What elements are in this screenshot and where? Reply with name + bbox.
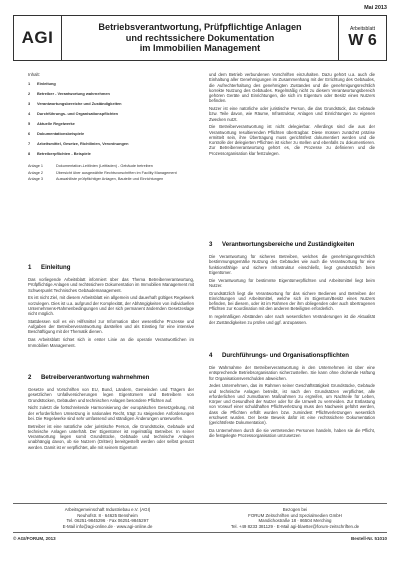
footer-divider	[13, 503, 387, 504]
title-line: und rechtssichere Dokumentation	[125, 32, 275, 43]
paragraph: Nutzer ist eine natürliche oder juristische Person, die das Grundstück, das Gebäude bzw. Teile davon, wie Räume, Infrastruktur, Anlagen und Einrichtungen zu eigenen Zwecken nutzt.	[209, 106, 375, 122]
toc-item[interactable]: 1 Einleitung	[28, 81, 56, 87]
paragraph: Das Arbeitsblatt richtet sich in erster Linie an die operativ Verantwortlichen im Immobilien Management.	[28, 337, 194, 348]
table-of-contents	[28, 72, 188, 184]
toc-item[interactable]: 6 Dokumentationsbeispiele	[28, 130, 85, 136]
section-heading: 1 Einleitung	[28, 264, 71, 271]
paragraph: Die Betreiberverantwortung ist nicht delegierbar. Allerdings sind die aus der Verantwortung resultierenden Pflichten übertragbar. Diese müssen zunächst präzise ermittelt sein, ihre Übertragung muss gerichtsfest dokumentiert werden und die Kontrolle der delegierten Pflichten ist sicher zu stellen und ebenfalls zu dokumentieren. Zur Betreiberverantwortung gehört es, die Prozesse zu definieren und die Prozessorganisation klar festzulegen.	[209, 124, 375, 156]
section-responsibilities	[209, 241, 375, 327]
sheet-box	[338, 16, 386, 60]
paragraph: Da Unternehmen durch die sie vertretenden Personen handeln, haben sie die Pflicht, die festgelegte Prozessorganisation umzusetzen	[209, 427, 375, 439]
paragraph: Jedes Unternehmen, das im Rahmen seiner Geschäftstätigkeit Grundstücke, Gebäude und technische Anlagen betreibt, ist nach den Grundsätzen verpflichtet, alle erforderlichen und zumutbaren Maßnahmen zu ergreifen, um Nachteile für Leben, Körper und Gesundheit der Nutzer oder für die Umwelt zu vermeiden. Zur Entlastung von Vorwurf einer schuldhaften Pflichtverletzung muss den Nachweis geführt werden, dass die Pflichten erfüllt wurden bzw. zumindest Pflichtverletzungen wesentlich erschwert wurden. Der beste Beweis dafür ist eine rechtssichere Dokumentation (gerichtsfeste Dokumentation).	[209, 383, 375, 426]
publisher-contact-link[interactable]: E-Mail info@agi-online.de · www.agi-online.de	[62, 523, 153, 529]
paragraph: In regelmäßigen Abständen oder nach wesentlichen Veränderungen ist die Aktualität der Zuständigkeiten zu prüfen und ggf. anzupassen.	[209, 314, 375, 325]
section-operator-responsibility	[28, 374, 194, 453]
paragraph: Betreiber ist eine natürliche oder juristische Person, die Grundstücke, Gebäude und technische Anlagen unterhält. Der Eigentümer ist regelmäßig Betreiber. In seiner Verantwortung liegen somit Grundstücke, Gebäude und technische Anlagen unabhängig davon, ob sie Nutzern (Dritten) bereitgestellt werden oder selbst genutzt werden. Damit ist er verpflichtet, alle mit seinem Eigentum	[28, 423, 194, 450]
paragraph: Gesetze und Vorschriften von EU, Bund, Ländern, Gemeinden und Trägern der gesetzlichen Unfallversicherungen legen Eigentümern und Betreibern von Grundstücken, Gebäuden und technischen Anlagen besondere Pflichten auf.	[28, 387, 194, 403]
toc-heading: Inhalt:	[28, 72, 40, 77]
section-introduction	[28, 264, 194, 350]
agi-logo: AGI	[14, 16, 62, 60]
document-title	[62, 16, 338, 60]
distributor-address: Bezogen bei FORUM Zeitschriften und Spezialmedien GmbH Mandichostraße 18 · 86504 Merching Tel. +49 8233 381129 · E-Mail agi-blaetter@forum-zeitschriften.de	[205, 507, 385, 529]
distributor-contact-link[interactable]: Tel. +49 8233 381129 · E-Mail agi-blaetter@forum-zeitschriften.de	[230, 523, 360, 529]
title-line: Betriebsverantwortung, Prüfpflichtige Anlagen	[98, 21, 302, 32]
sheet-label: Arbeitsblatt	[349, 26, 375, 33]
section-heading: 4 Durchführungs- und Organisationspflichten	[209, 352, 349, 359]
issue-date: Mai 2013	[364, 5, 387, 11]
section-organisation-duties	[209, 352, 375, 441]
annex-item[interactable]: Anlage 2 Übersicht über ausgewählte Rechtsvorschriften im Facility Management	[28, 170, 177, 175]
toc-item[interactable]: 5 Aktuelle Regelwerke	[28, 121, 75, 126]
document-header	[13, 15, 387, 61]
toc-item[interactable]: 4 Durchführungs- und Organisationspflichten	[28, 111, 119, 117]
section-heading: 2 Betreiberverantwortung wahrnehmen	[28, 374, 150, 381]
publisher-address: Arbeitsgemeinschaft Industriebau e.V. (AGI) Neuhofstr. 8 · 64625 Bensheim Tel. 06251-9845296 · Fax 06251-9845297 E-Mail info@agi-online.de · www.agi-online.de	[20, 507, 195, 529]
section-heading: 3 Verantwortungsbereiche und Zuständigkeiten	[209, 241, 355, 248]
paragraph: Nicht zuletzt die fortschreitende Harmonisierung der europäischen Gesetzgebung, mit der erforderlichen Umsetzung in nationales Recht, trägt zu steigenden Anforderungen bei. Die Regelwerke sind sehr umfassend und ständigen Änderungen unterworfen.	[28, 405, 194, 421]
toc-item[interactable]: 3 Verantwortungsbereiche und Zuständigkeiten	[28, 101, 122, 107]
paragraph: Es ist nicht Ziel, mit diesem Arbeitsblatt ein allgemein und dauerhaft gültiges Regelwerk vorzulegen. Dies ist u.a. aufgrund der Komplexität, der Abhängigkeiten von individuellen Unternehmens-Rahmenbedingungen und der sich permanent ändernden Gesetzeslage nicht möglich.	[28, 295, 194, 317]
toc-item[interactable]: 8 Betreiberpflichten - Beispiele	[28, 150, 91, 156]
footer-bottom-divider	[13, 532, 387, 533]
title-line: im Immobilien Management	[139, 43, 261, 54]
toc-item[interactable]: 2 Betreiber - Verantwortung wahrnehmen	[28, 91, 110, 97]
section-operator-responsibility-continued	[209, 72, 375, 159]
toc-item[interactable]: 7 Arbeitsmittel, Gesetze, Richtlinien, Verordnungen	[28, 140, 129, 146]
paragraph: Die Verantwortung für sicheres Betreiben, welches die genehmigungsrechtlich bestimmungsgemäße Nutzung des Gebäudes wie auch die Verantwortung für eine funktionsfähige und sichere Infrastruktur einschließt, liegt grundsätzlich beim Eigentümer.	[209, 254, 375, 275]
sheet-number: W 6	[348, 32, 377, 50]
copyright: © AGI/FORUM, 2013	[13, 536, 56, 541]
annex-item[interactable]: Anlage 1 Dokumentation-Leitlinien (Leitfaden) - Gebäude betreiben	[28, 163, 153, 168]
paragraph: Grundsätzlich liegt die Verantwortung für das sichere Bedienen und Betreiben der Einrichtungen und Arbeitsmittel, welche sich im Eigentum/Besitz eines Nutzers befinden, bei diesem, oder ist im Rahmen der ihm obliegenden oder auch übertragenen Pflichten zur Koordination mit den anderen Beteiligten erforderlich.	[209, 290, 375, 312]
order-number: Bestell-Nr. 51010	[350, 536, 387, 541]
paragraph: und dem Betrieb verbundenen Vorschriften einzuhalten. Dazu gehört u.a. auch die Einhaltung aller Genehmigungen im Zusammenhang mit der Errichtung des Gebäudes, die Aufrechterhaltung des genehmigten Zustandes und die genehmigungsrechtlich korrekte Nutzung des Gebäudes. Regelmäßig nicht zu diesem Verantwortungsbereich gehören Geräte und Einrichtungen, die sich im Eigentum oder Besitz eines Nutzers befinden.	[209, 72, 375, 104]
paragraph: Die Wahrnahme der Betreiberverantwortung in den Unternehmen ist über eine entsprechende Betriebsorganisation sicherzustellen. Sie kann ohne drohende Haftung für Organisationsverschulden abweichen.	[209, 365, 375, 381]
paragraph: Stattdessen soll es ein Hilfsmittel zur Information über wesentliche Prozesse und Aufgaben der Betreiberverantwortung darstellen und als Einstieg für eine intensive Beschäftigung mit der Thematik dienen.	[28, 318, 194, 335]
annex-item[interactable]: Anlage 3 Auswahlliste prüfpflichtiger Anlagen, Bauteile und Einrichtungen	[28, 177, 164, 182]
paragraph: Die Verantwortung für bestimmte Eigentümerpflichten und Arbeitsmittel liegt beim Nutzer.	[209, 277, 375, 288]
paragraph: Das vorliegende Arbeitsblatt informiert über das Thema Betreiberverantwortung, Prüfpflichtige Anlagen und rechtssichere Dokumentation im Immobilien Management mit Schwerpunkt Technisches Gebäudemanagement.	[28, 277, 194, 293]
